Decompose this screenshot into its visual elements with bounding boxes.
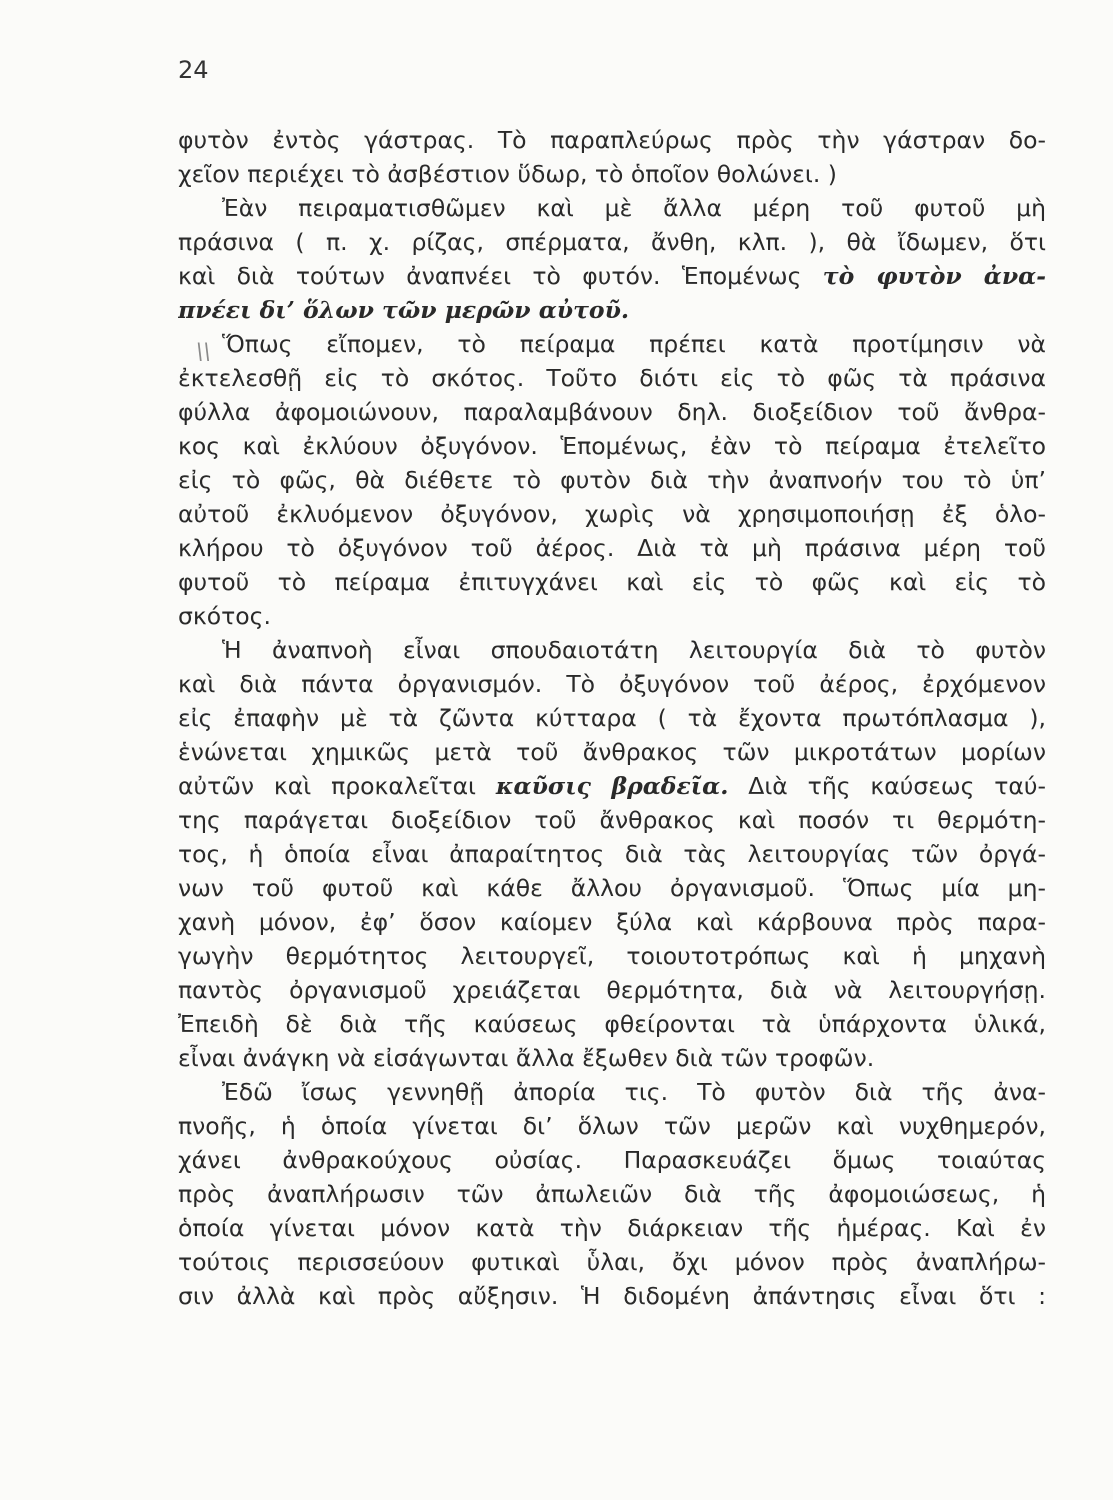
- line-text: Ἐπειδὴ δὲ διὰ τῆς καύσεως φθείρονται τὰ ὑπάρχοντα ὑλικά,: [178, 1010, 1046, 1038]
- text-line: [178, 327, 1046, 361]
- text-line: [178, 735, 1046, 769]
- text-line: [178, 905, 1046, 939]
- line-text: τος, ἡ ὁποία εἶναι ἀπαραίτητος διὰ τὰς λειτουργίας τῶν ὀργά-: [178, 840, 1046, 868]
- line-text: χανὴ μόνον, ἐφ’ ὅσον καίομεν ξύλα καὶ κάρβουνα πρὸς παρα-: [178, 908, 1046, 936]
- text-line: [178, 157, 1046, 191]
- text-line: [178, 565, 1046, 599]
- text-line: [178, 1211, 1046, 1245]
- line-text: ὁποία γίνεται μόνον κατὰ τὴν διάρκειαν τῆς ἡμέρας. Καὶ ἐν: [178, 1214, 1046, 1242]
- text-line: [178, 123, 1046, 157]
- text-line: [178, 1279, 1046, 1313]
- text-line: [178, 837, 1046, 871]
- line-text: πνοῆς, ἡ ὁποία γίνεται δι’ ὅλων τῶν μερῶν καὶ νυχθημερόν,: [178, 1112, 1046, 1140]
- text-line: [178, 1109, 1046, 1143]
- line-text: εἶναι ἀνάγκη νὰ εἰσάγωνται ἄλλα ἔξωθεν διὰ τῶν τροφῶν.: [178, 1044, 875, 1072]
- text-line: [178, 1007, 1046, 1041]
- text-line: [178, 293, 1046, 327]
- text-line: [178, 463, 1046, 497]
- line-text: εἰς ἐπαφὴν μὲ τὰ ζῶντα κύτταρα ( τὰ ἔχοντα πρωτόπλασμα ),: [178, 704, 1046, 732]
- text-line: [178, 191, 1046, 225]
- line-text: κλήρου τὸ ὀξυγόνον τοῦ ἀέρος. Διὰ τὰ μὴ πράσινα μέρη τοῦ: [178, 534, 1046, 562]
- line-text: χάνει ἀνθρακούχους οὐσίας. Παρασκευάζει ὅμως τοιαύτας: [178, 1146, 1046, 1174]
- text-line: [178, 1177, 1046, 1211]
- line-text: νων τοῦ φυτοῦ καὶ κάθε ἄλλου ὀργανισμοῦ. Ὅπως μία μη-: [178, 874, 1046, 902]
- line-text: χεῖον περιέχει τὸ ἀσβέστιον ὕδωρ, τὸ ὁποῖον θολώνει. ): [178, 160, 837, 188]
- line-text: καὶ διὰ πάντα ὀργανισμόν. Τὸ ὀξυγόνον τοῦ ἀέρος, ἐρχόμενον: [178, 670, 1046, 698]
- text-line: [178, 1041, 1046, 1075]
- text-line: [178, 871, 1046, 905]
- line-text: κος καὶ ἐκλύουν ὀξυγόνον. Ἑπομένως, ἐὰν τὸ πείραμα ἐτελεῖτο: [178, 432, 1046, 460]
- text-line: [178, 939, 1046, 973]
- emphasized-text: καῦσις βραδεῖα.: [495, 772, 729, 800]
- line-text: καὶ διὰ τούτων ἀναπνέει τὸ φυτόν. Ἑπομένως: [178, 262, 802, 290]
- page-number: 24: [178, 56, 209, 84]
- text-line: [178, 667, 1046, 701]
- text-line: [178, 395, 1046, 429]
- line-text: Ἡ ἀναπνοὴ εἶναι σπουδαιοτάτη λειτουργία διὰ τὸ φυτὸν: [222, 636, 1046, 664]
- line-text: εἰς τὸ φῶς, θὰ διέθετε τὸ φυτὸν διὰ τὴν ἀναπνοήν του τὸ ὑπ’: [178, 466, 1046, 494]
- line-text: φυτὸν ἐντὸς γάστρας. Τὸ παραπλεύρως πρὸς τὴν γάστραν δο-: [178, 126, 1046, 154]
- line-text: Ὅπως εἴπομεν, τὸ πείραμα πρέπει κατὰ προτίμησιν νὰ: [222, 330, 1046, 358]
- body-text: [178, 123, 1046, 1313]
- text-line: [178, 599, 1046, 633]
- text-line: [178, 701, 1046, 735]
- emphasized-text: τὸ φυτὸν ἀνα-: [822, 262, 1046, 290]
- line-text: ἐκτελεσθῇ εἰς τὸ σκότος. Τοῦτο διότι εἰς τὸ φῶς τὰ πράσινα: [178, 364, 1046, 392]
- line-text: παντὸς ὀργανισμοῦ χρειάζεται θερμότητα, διὰ νὰ λειτουργήσῃ.: [178, 976, 1046, 1004]
- text-line: [178, 429, 1046, 463]
- text-line: [178, 769, 1046, 803]
- text-line: [178, 1245, 1046, 1279]
- line-text: πρὸς ἀναπλήρωσιν τῶν ἀπωλειῶν διὰ τῆς ἀφομοιώσεως, ἡ: [178, 1180, 1046, 1208]
- line-text: φύλλα ἀφομοιώνουν, παραλαμβάνουν δηλ. διοξείδιον τοῦ ἄνθρα-: [178, 398, 1046, 426]
- text-line: [178, 1075, 1046, 1109]
- text-line: [178, 259, 1046, 293]
- emphasized-text: πνέει δι’ ὅλων τῶν μερῶν αὐτοῦ.: [178, 296, 630, 324]
- line-text: σκότος.: [178, 602, 271, 630]
- line-text: σιν ἀλλὰ καὶ πρὸς αὔξησιν. Ἡ διδομένη ἀπάντησις εἶναι ὅτι :: [178, 1282, 1046, 1310]
- line-text: Ἐδῶ ἴσως γεννηθῇ ἀπορία τις. Τὸ φυτὸν διὰ τῆς ἀνα-: [222, 1078, 1046, 1106]
- line-text: γωγὴν θερμότητος λειτουργεῖ, τοιουτοτρόπως καὶ ἡ μηχανὴ: [178, 942, 1046, 970]
- handwritten-margin-mark: \\: [196, 340, 211, 365]
- text-line: [178, 803, 1046, 837]
- text-line: [178, 973, 1046, 1007]
- line-text: Ἐὰν πειραματισθῶμεν καὶ μὲ ἄλλα μέρη τοῦ φυτοῦ μὴ: [222, 194, 1046, 222]
- text-line: [178, 361, 1046, 395]
- line-text: αὐτοῦ ἐκλυόμενον ὀξυγόνον, χωρὶς νὰ χρησιμοποιήσῃ ἐξ ὁλο-: [178, 500, 1046, 528]
- line-text: ἑνώνεται χημικῶς μετὰ τοῦ ἄνθρακος τῶν μικροτάτων μορίων: [178, 738, 1046, 766]
- text-line: [178, 225, 1046, 259]
- line-text-after: Διὰ τῆς καύσεως ταύ-: [748, 772, 1046, 800]
- text-line: [178, 497, 1046, 531]
- text-line: [178, 531, 1046, 565]
- line-text: φυτοῦ τὸ πείραμα ἐπιτυγχάνει καὶ εἰς τὸ φῶς καὶ εἰς τὸ: [178, 568, 1046, 596]
- line-text: αὐτῶν καὶ προκαλεῖται: [178, 772, 477, 800]
- line-text: πράσινα ( π. χ. ρίζας, σπέρματα, ἄνθη, κλπ. ), θὰ ἴδωμεν, ὅτι: [178, 228, 1046, 256]
- text-line: [178, 633, 1046, 667]
- line-text: τούτοις περισσεύουν φυτικαὶ ὗλαι, ὄχι μόνον πρὸς ἀναπλήρω-: [178, 1248, 1046, 1276]
- text-line: [178, 1143, 1046, 1177]
- line-text: της παράγεται διοξείδιον τοῦ ἄνθρακος καὶ ποσόν τι θερμότη-: [178, 806, 1046, 834]
